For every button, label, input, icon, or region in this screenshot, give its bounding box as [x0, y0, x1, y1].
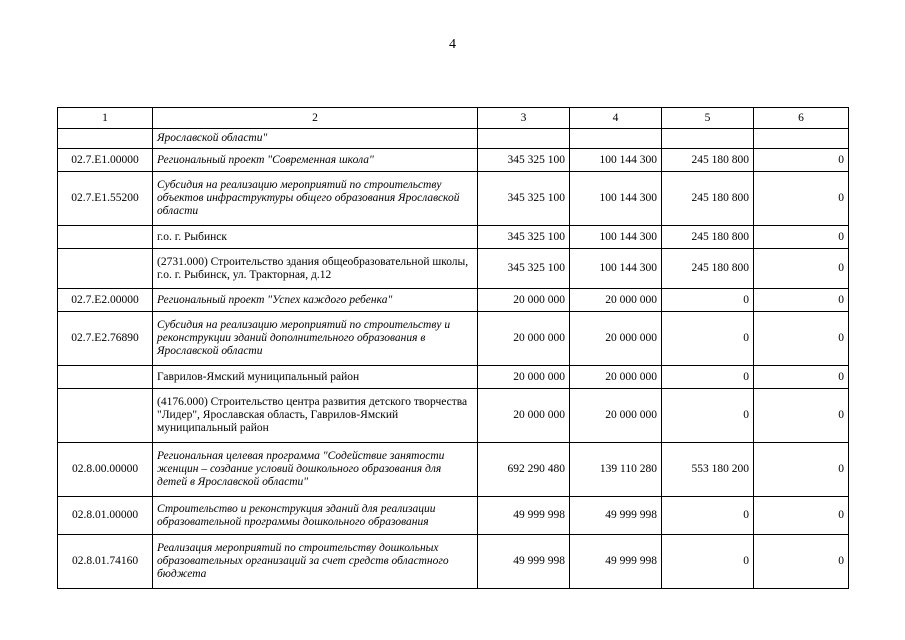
code-cell: 02.7.E2.76890 — [58, 312, 153, 366]
value-cell: 0 — [662, 289, 754, 312]
value-cell — [570, 129, 662, 149]
value-cell: 0 — [754, 389, 849, 443]
column-header-6: 6 — [754, 108, 849, 129]
name-cell: Региональный проект "Успех каждого ребенка" — [153, 289, 478, 312]
code-cell: 02.7.E1.55200 — [58, 172, 153, 226]
code-cell — [58, 366, 153, 389]
value-cell: 20 000 000 — [478, 366, 570, 389]
value-cell: 245 180 800 — [662, 149, 754, 172]
code-cell: 02.8.01.74160 — [58, 535, 153, 589]
column-header-1: 1 — [58, 108, 153, 129]
name-cell: Ярославской области" — [153, 129, 478, 149]
value-cell: 20 000 000 — [570, 366, 662, 389]
name-cell: Региональная целевая программа "Содействие занятости женщин – создание условий дошкольного образования для детей в Ярославской области" — [153, 443, 478, 497]
value-cell: 245 180 800 — [662, 249, 754, 289]
value-cell: 0 — [754, 497, 849, 535]
name-cell: (4176.000) Строительство центра развития детского творчества "Лидер", Ярославская область, Гаврилов-Ямский муниципальный район — [153, 389, 478, 443]
value-cell: 0 — [754, 443, 849, 497]
code-cell — [58, 226, 153, 249]
value-cell: 20 000 000 — [478, 312, 570, 366]
table-row — [58, 497, 849, 535]
value-cell: 0 — [662, 312, 754, 366]
name-cell: Региональный проект "Современная школа" — [153, 149, 478, 172]
value-cell: 553 180 200 — [662, 443, 754, 497]
value-cell: 345 325 100 — [478, 149, 570, 172]
code-cell — [58, 249, 153, 289]
table-row — [58, 149, 849, 172]
code-cell — [58, 129, 153, 149]
value-cell: 0 — [754, 289, 849, 312]
column-header-3: 3 — [478, 108, 570, 129]
value-cell: 345 325 100 — [478, 226, 570, 249]
value-cell: 0 — [662, 389, 754, 443]
table-body — [58, 129, 849, 589]
code-cell — [58, 389, 153, 443]
name-cell: Субсидия на реализацию мероприятий по строительству и реконструкции зданий дополнительного образования в Ярославской области — [153, 312, 478, 366]
value-cell: 0 — [662, 497, 754, 535]
column-header-2: 2 — [153, 108, 478, 129]
page-number: 4 — [449, 37, 456, 52]
value-cell: 0 — [662, 366, 754, 389]
table-row — [58, 226, 849, 249]
value-cell: 0 — [754, 249, 849, 289]
value-cell: 245 180 800 — [662, 172, 754, 226]
budget-table — [57, 107, 849, 589]
table-row — [58, 366, 849, 389]
value-cell: 0 — [754, 149, 849, 172]
table-row — [58, 443, 849, 497]
table-row — [58, 535, 849, 589]
value-cell: 100 144 300 — [570, 149, 662, 172]
name-cell: Строительство и реконструкция зданий для реализации образовательной программы дошкольного образования — [153, 497, 478, 535]
name-cell: Гаврилов-Ямский муниципальный район — [153, 366, 478, 389]
value-cell: 49 999 998 — [570, 497, 662, 535]
value-cell: 100 144 300 — [570, 226, 662, 249]
value-cell: 0 — [754, 172, 849, 226]
value-cell: 345 325 100 — [478, 172, 570, 226]
name-cell: Субсидия на реализацию мероприятий по строительству объектов инфраструктуры общего образования Ярославской области — [153, 172, 478, 226]
value-cell: 20 000 000 — [570, 289, 662, 312]
value-cell: 692 290 480 — [478, 443, 570, 497]
column-header-5: 5 — [662, 108, 754, 129]
value-cell: 245 180 800 — [662, 226, 754, 249]
value-cell: 100 144 300 — [570, 249, 662, 289]
table-row — [58, 129, 849, 149]
value-cell: 49 999 998 — [570, 535, 662, 589]
name-cell: г.о. г. Рыбинск — [153, 226, 478, 249]
value-cell: 100 144 300 — [570, 172, 662, 226]
value-cell — [662, 129, 754, 149]
table-row — [58, 289, 849, 312]
value-cell: 49 999 998 — [478, 535, 570, 589]
value-cell: 0 — [754, 535, 849, 589]
value-cell: 20 000 000 — [478, 289, 570, 312]
table-row — [58, 249, 849, 289]
code-cell: 02.7.E2.00000 — [58, 289, 153, 312]
table-row — [58, 389, 849, 443]
value-cell: 0 — [754, 366, 849, 389]
value-cell: 0 — [662, 535, 754, 589]
value-cell: 0 — [754, 312, 849, 366]
table-row — [58, 312, 849, 366]
table-row — [58, 172, 849, 226]
value-cell: 0 — [754, 226, 849, 249]
value-cell: 20 000 000 — [570, 389, 662, 443]
code-cell: 02.7.E1.00000 — [58, 149, 153, 172]
code-cell: 02.8.01.00000 — [58, 497, 153, 535]
code-cell: 02.8.00.00000 — [58, 443, 153, 497]
value-cell — [478, 129, 570, 149]
value-cell: 345 325 100 — [478, 249, 570, 289]
value-cell: 20 000 000 — [570, 312, 662, 366]
header-row — [58, 108, 849, 129]
value-cell — [754, 129, 849, 149]
value-cell: 139 110 280 — [570, 443, 662, 497]
column-header-4: 4 — [570, 108, 662, 129]
name-cell: (2731.000) Строительство здания общеобразовательной школы, г.о. г. Рыбинск, ул. Тракторная, д.12 — [153, 249, 478, 289]
value-cell: 20 000 000 — [478, 389, 570, 443]
name-cell: Реализация мероприятий по строительству дошкольных образовательных организаций за счет средств областного бюджета — [153, 535, 478, 589]
value-cell: 49 999 998 — [478, 497, 570, 535]
